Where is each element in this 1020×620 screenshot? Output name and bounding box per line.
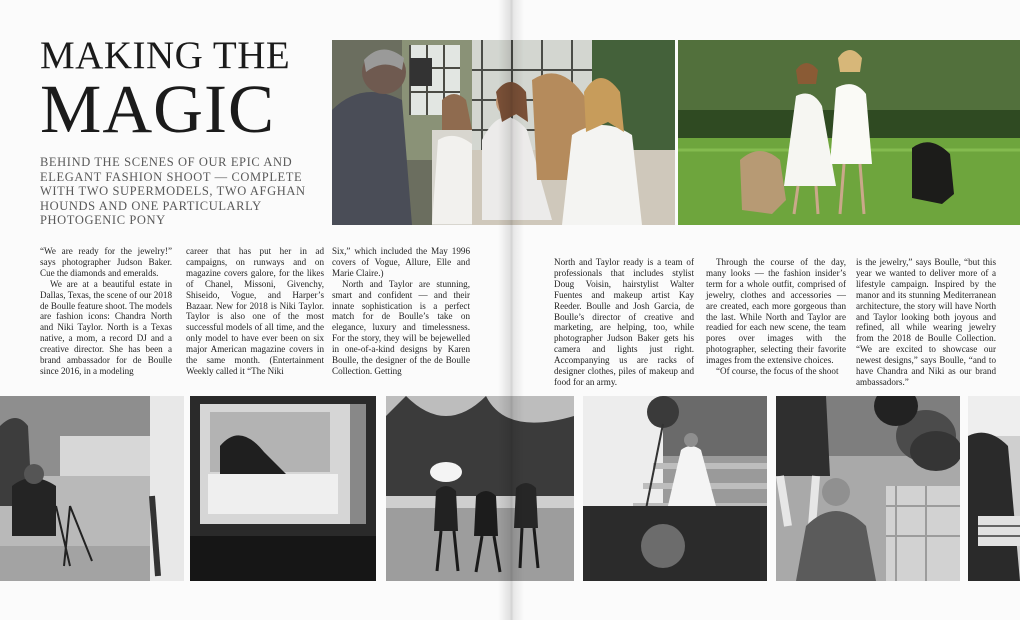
photo-models-with-hound-indoors [332, 40, 472, 225]
photo-bts-crew-outdoors [386, 396, 574, 581]
text-column-1 [40, 246, 172, 377]
headline-line-2: MAGIC [40, 71, 276, 147]
text-column-4 [554, 257, 694, 388]
paragraph: Through the course of the day, many looks — the fashion insider’s term for a whole outfit, comprised of jewelry, clothes and accessories — are created, each more gorgeous than the last. While North and Taylor are readied for each new scene, the team pores over images with the photographer, selecting their favorite images from the extensive choices. [706, 257, 846, 366]
page-gutter-shadow [498, 0, 524, 620]
photo-bts-edge-crew [968, 396, 1020, 581]
paragraph: career that has put her in ad campaigns, on runways and on magazine covers galore, for the likes of Chanel, Missoni, Givenchy, Shiseido, Vogue, and Harper’s Bazaar. New for 2018 is Niki Taylor. Taylor is also one of the most successful models of all time, and the only model to have ever been on six major American magazine covers in the same month. (Entertainment Weekly called it “The Niki [186, 246, 324, 376]
paragraph: “Of course, the focus of the shoot [716, 366, 839, 377]
photo-bts-photographer-studio [0, 396, 184, 581]
text-column-5 [706, 257, 846, 377]
paragraph: North and Taylor ready is a team of professionals that includes stylist Doug Voisin, hairstylist Walter Fuentes and makeup artist Kay Reeder. Boulle and Josh Garcia, de Boulle’s director of creative and marketing, are helping, too, while photographer Judson Baker gets his camera and lights just right. Accompanying us are racks of designer clothes, piles of makeup and food for an army. [554, 257, 694, 387]
paragraph: Six,” which included the May 1996 covers of Vogue, Allure, Elle and Marie Claire.) [332, 246, 470, 278]
headline [40, 34, 330, 147]
photo-bts-monitor-review [190, 396, 376, 581]
paragraph: “We are ready for the jewelry!” says photographer Judson Baker. Cue the diamonds and emeralds. [40, 246, 172, 278]
headline-line-1: MAKING THE [40, 34, 291, 77]
photo-bts-photographer-shooting-garden [776, 396, 960, 581]
paragraph: North and Taylor are stunning, smart and confident — and their innate sophistication is a perfect match for de Boulle’s take on elegance, luxury and timelessness. For the story, they will be bejewelled in one-of-a-kind designs by Karen Boulle, the designer of the de Boulle Collection. Getting [332, 278, 470, 376]
text-column-3 [332, 246, 470, 377]
photo-bts-model-on-steps [583, 396, 767, 581]
paragraph: We are at a beautiful estate in Dallas, Texas, the scene of our 2018 de Boulle feature shoot. The models are fashion icons: Chandra North and Niki Taylor. North is a Texas native, a mom, a record DJ and a creative director. She has been a brand ambassador for de Boulle since 2016, in a modeling [40, 278, 172, 376]
text-column-6 [856, 257, 996, 388]
text-column-2 [186, 246, 324, 377]
photo-models-walking-hounds-on-lawn [678, 40, 1020, 225]
paragraph: is the jewelry,” says Boulle, “but this year we wanted to deliver more of a lifestyle campaign. Inspired by the manor and its stunning Mediterranean architecture, the story will have North and Taylor looking both joyous and refined, all while wearing jewelry from the 2018 de Boulle Collection. “We are excited to showcase our newest designs,” says Boulle, “and to have Chandra and Niki as our brand ambassadors.” [856, 257, 996, 387]
deck-subtitle: BEHIND THE SCENES OF OUR EPIC AND ELEGANT FASHION SHOOT — COMPLETE WITH TWO SUPERMODELS, TWO AFGHAN HOUNDS AND ONE PARTICULARLY PHOTOGENIC PONY [40, 155, 306, 228]
